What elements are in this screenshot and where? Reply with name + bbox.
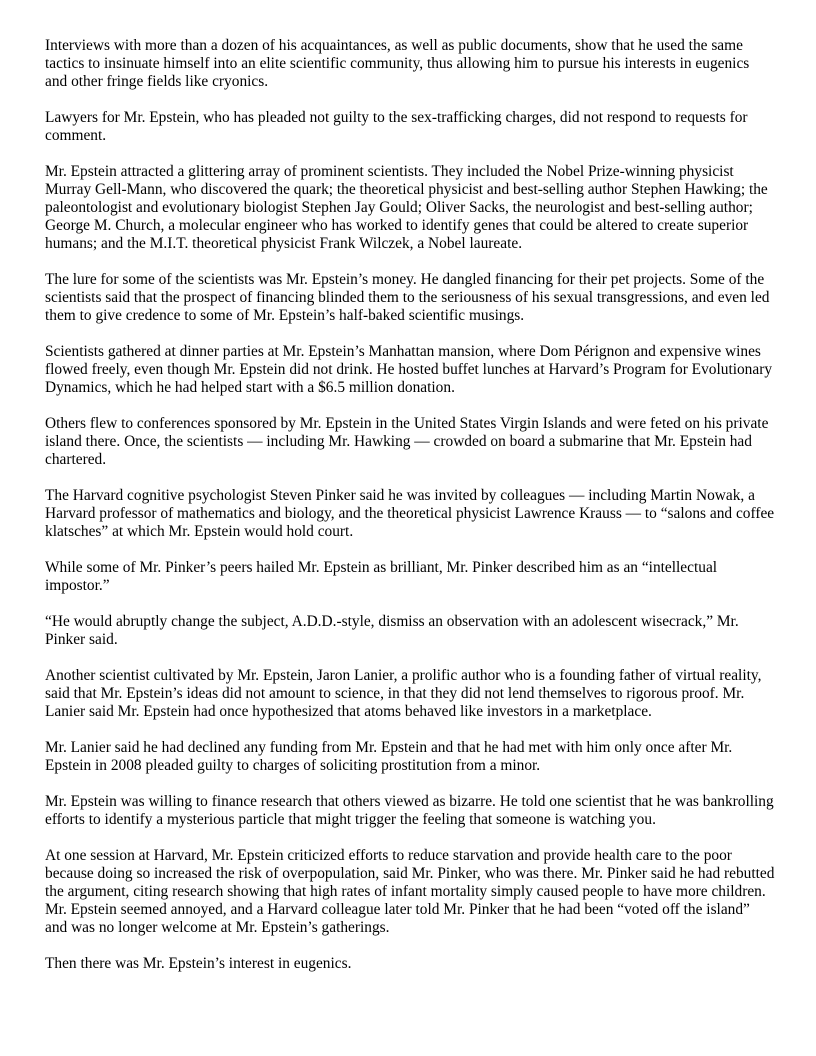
paragraph: Scientists gathered at dinner parties at Mr. Epstein’s Manhattan mansion, where Dom Pérignon and expensive wines flowed freely, even though Mr. Epstein did not drink. He hosted buffet lunches at Harvard’s Program for Evolutionary Dynamics, which he had helped start with a $6.5 million donation. bbox=[45, 343, 773, 396]
paragraph: Another scientist cultivated by Mr. Epstein, Jaron Lanier, a prolific author who is a founding father of virtual reality, said that Mr. Epstein’s ideas did not amount to science, in that they did not lend themselves to rigorous proof. Mr. Lanier said Mr. Epstein had once hypothesized that atoms behaved like investors in a marketplace. bbox=[45, 667, 762, 720]
paragraph: Interviews with more than a dozen of his acquaintances, as well as public documents, show that he used the same tactics to insinuate himself into an elite scientific community, thus allowing him to pursue his interests in eugenics and other fringe fields like cryonics. bbox=[45, 37, 750, 90]
paragraph: At one session at Harvard, Mr. Epstein criticized efforts to reduce starvation and provide health care to the poor because doing so increased the risk of overpopulation, said Mr. Pinker, who was there. Mr. Pinker said he had rebutted the argument, citing research showing that high rates of infant mortality simply caused people to have more children. Mr. Epstein seemed annoyed, and a Harvard colleague later told Mr. Pinker that he had been “voted off the island” and was no longer welcome at Mr. Epstein’s gatherings. bbox=[45, 847, 775, 936]
paragraph: Others flew to conferences sponsored by Mr. Epstein in the United States Virgin Islands and were feted on his private island there. Once, the scientists — including Mr. Hawking — crowded on board a submarine that Mr. Epstein had chartered. bbox=[45, 415, 769, 468]
document-page bbox=[45, 37, 775, 991]
paragraph: The lure for some of the scientists was Mr. Epstein’s money. He dangled financing for their pet projects. Some of the scientists said that the prospect of financing blinded them to the seriousness of his sexual transgressions, and even led them to give credence to some of Mr. Epstein’s half-baked scientific musings. bbox=[45, 271, 770, 324]
paragraph: Mr. Lanier said he had declined any funding from Mr. Epstein and that he had met with him only once after Mr. Epstein in 2008 pleaded guilty to charges of soliciting prostitution from a minor. bbox=[45, 739, 733, 774]
paragraph: The Harvard cognitive psychologist Steven Pinker said he was invited by colleagues — including Martin Nowak, a Harvard professor of mathematics and biology, and the theoretical physicist Lawrence Krauss — to “salons and coffee klatsches” at which Mr. Epstein would hold court. bbox=[45, 487, 775, 540]
paragraph: Mr. Epstein was willing to finance research that others viewed as bizarre. He told one scientist that he was bankrolling efforts to identify a mysterious particle that might trigger the feeling that someone is watching you. bbox=[45, 793, 774, 828]
paragraph: Lawyers for Mr. Epstein, who has pleaded not guilty to the sex-trafficking charges, did not respond to requests for comment. bbox=[45, 109, 748, 144]
paragraph: While some of Mr. Pinker’s peers hailed Mr. Epstein as brilliant, Mr. Pinker described him as an “intellectual impostor.” bbox=[45, 559, 718, 594]
paragraph: Then there was Mr. Epstein’s interest in eugenics. bbox=[45, 955, 352, 972]
paragraph: Mr. Epstein attracted a glittering array of prominent scientists. They included the Nobel Prize-winning physicist Murray Gell-Mann, who discovered the quark; the theoretical physicist and best-selling author Stephen Hawking; the paleontologist and evolutionary biologist Stephen Jay Gould; Oliver Sacks, the neurologist and best-selling author; George M. Church, a molecular engineer who has worked to identify genes that could be altered to create superior humans; and the M.I.T. theoretical physicist Frank Wilczek, a Nobel laureate. bbox=[45, 163, 768, 252]
paragraph: “He would abruptly change the subject, A.D.D.-style, dismiss an observation with an adolescent wisecrack,” Mr. Pinker said. bbox=[45, 613, 739, 648]
